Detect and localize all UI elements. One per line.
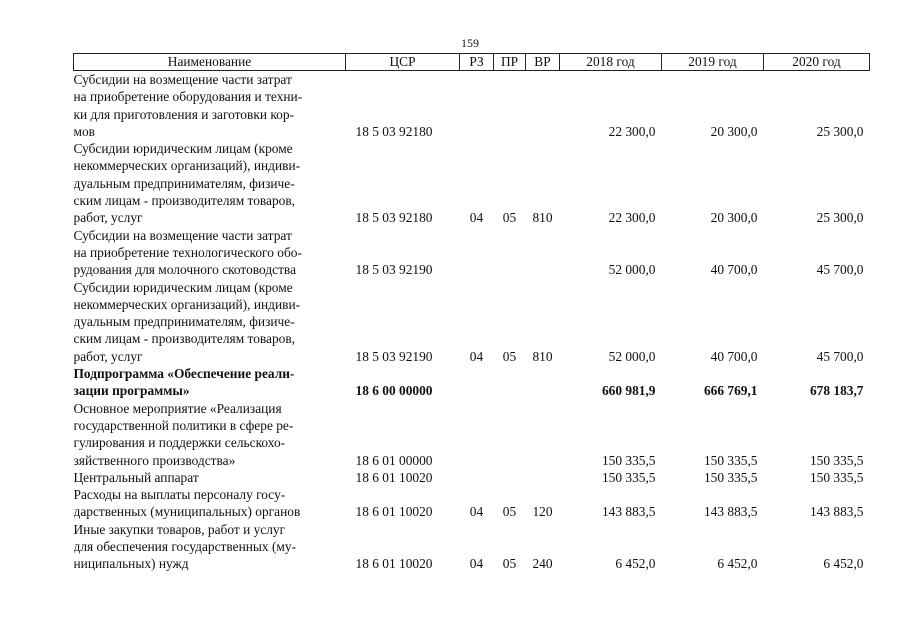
row-csr-code: 18 6 01 10020: [355, 469, 433, 485]
row-rz-code: 04: [469, 348, 484, 364]
row-value-2019: 6 452,0: [717, 556, 758, 572]
header-csr: ЦСР: [346, 54, 460, 71]
row-csr-code: 18 6 01 10020: [355, 504, 433, 520]
header-name: Наименование: [74, 54, 346, 71]
row-value-2020: 150 335,5: [809, 452, 864, 468]
row-name: Субсидии на возмещение части затрат на приобретение оборудования и техни- ки для приготовления и заготовки кор- мов: [73, 72, 303, 139]
row-pr-code: 05: [502, 504, 517, 520]
row-csr-code: 18 6 01 10020: [355, 556, 433, 572]
row-rz-code: [460, 71, 494, 141]
row-pr-code: 05: [502, 210, 517, 226]
row-value-2018: 22 300,0: [608, 123, 656, 139]
row-value-2018: 22 300,0: [608, 210, 656, 226]
row-value-2018: 6 452,0: [615, 556, 656, 572]
row-rz-code: [460, 400, 494, 469]
row-value-2020: 678 183,7: [809, 383, 864, 399]
row-value-2020: 6 452,0: [823, 556, 864, 572]
row-value-2018: 52 000,0: [608, 348, 656, 364]
table-row: [74, 71, 870, 141]
row-csr-code: 18 5 03 92180: [355, 210, 433, 226]
row-vr-code: 810: [532, 348, 553, 364]
row-rz-code: 04: [469, 504, 484, 520]
row-value-2019: 150 335,5: [703, 469, 758, 485]
row-name: Расходы на выплаты персоналу госу- дарственных (муниципальных) органов: [73, 487, 301, 520]
table-header-row: [74, 54, 870, 71]
row-csr-code: 18 6 00 00000: [355, 383, 433, 399]
row-value-2019: 40 700,0: [710, 348, 758, 364]
row-csr-code: 18 5 03 92190: [355, 348, 433, 364]
row-name: Иные закупки товаров, работ и услуг для обеспечения государственных (му- ниципальных) нужд: [73, 521, 297, 572]
row-vr-code: [526, 365, 560, 400]
row-rz-code: 04: [469, 210, 484, 226]
row-vr-code: [526, 227, 560, 279]
row-value-2020: 45 700,0: [816, 348, 864, 364]
row-value-2020: 143 883,5: [809, 504, 864, 520]
row-name: Основное мероприятие «Реализация государственной политики в сфере ре- гулирования и поддержки сельскохо- зяйственного производства»: [73, 400, 294, 468]
header-rz: РЗ: [460, 54, 494, 71]
header-2019: 2019 год: [662, 54, 764, 71]
row-name: Субсидии юридическим лицам (кроме некоммерческих организаций), индиви- дуальным предпринимателям, физиче- ским лицам - производителям товаров, работ, услуг: [73, 279, 301, 364]
table-row: [74, 140, 870, 226]
page-number: 159: [461, 36, 479, 50]
row-csr-code: 18 6 01 00000: [355, 452, 433, 468]
header-pr: ПР: [494, 54, 526, 71]
row-value-2018: 150 335,5: [601, 452, 656, 468]
row-name: Центральный аппарат: [73, 469, 199, 485]
row-pr-code: [494, 400, 526, 469]
row-name: Субсидии юридическим лицам (кроме некоммерческих организаций), индиви- дуальным предпринимателям, физиче- ским лицам - производителям товаров, работ, услуг: [73, 141, 301, 226]
row-name: Подпрограмма «Обеспечение реали- зации программы»: [73, 366, 295, 399]
row-value-2020: 150 335,5: [809, 469, 864, 485]
table-body: [74, 71, 870, 573]
row-pr-code: [494, 227, 526, 279]
budget-table: [73, 53, 870, 573]
row-rz-code: [460, 469, 494, 486]
row-vr-code: 810: [532, 210, 553, 226]
row-pr-code: [494, 365, 526, 400]
row-value-2020: 25 300,0: [816, 210, 864, 226]
header-2018: 2018 год: [560, 54, 662, 71]
row-value-2019: 666 769,1: [703, 383, 758, 399]
row-value-2019: 20 300,0: [710, 123, 758, 139]
row-value-2018: 52 000,0: [608, 262, 656, 278]
header-2020: 2020 год: [764, 54, 870, 71]
row-pr-code: 05: [502, 348, 517, 364]
table-row: [74, 227, 870, 279]
row-value-2019: 143 883,5: [703, 504, 758, 520]
table-row: [74, 469, 870, 486]
table-row: [74, 521, 870, 573]
row-value-2020: 25 300,0: [816, 123, 864, 139]
table-row: [74, 365, 870, 400]
row-value-2018: 660 981,9: [601, 383, 656, 399]
row-csr-code: 18 5 03 92180: [355, 123, 433, 139]
row-pr-code: [494, 71, 526, 141]
row-vr-code: 120: [532, 504, 553, 520]
table-row: [74, 279, 870, 365]
row-pr-code: [494, 469, 526, 486]
row-csr-code: 18 5 03 92190: [355, 262, 433, 278]
row-pr-code: 05: [502, 556, 517, 572]
row-value-2018: 143 883,5: [601, 504, 656, 520]
row-rz-code: [460, 227, 494, 279]
row-vr-code: [526, 400, 560, 469]
row-name: Субсидии на возмещение части затрат на приобретение технологического обо- рудования для молочного скотоводства: [73, 227, 302, 278]
row-value-2018: 150 335,5: [601, 469, 656, 485]
row-vr-code: [526, 71, 560, 141]
row-value-2019: 40 700,0: [710, 262, 758, 278]
row-value-2019: 150 335,5: [703, 452, 758, 468]
row-rz-code: [460, 365, 494, 400]
table-row: [74, 486, 870, 521]
row-vr-code: 240: [532, 556, 553, 572]
row-vr-code: [526, 469, 560, 486]
row-value-2019: 20 300,0: [710, 210, 758, 226]
row-value-2020: 45 700,0: [816, 262, 864, 278]
table-row: [74, 400, 870, 469]
row-rz-code: 04: [469, 556, 484, 572]
header-vr: ВР: [526, 54, 560, 71]
